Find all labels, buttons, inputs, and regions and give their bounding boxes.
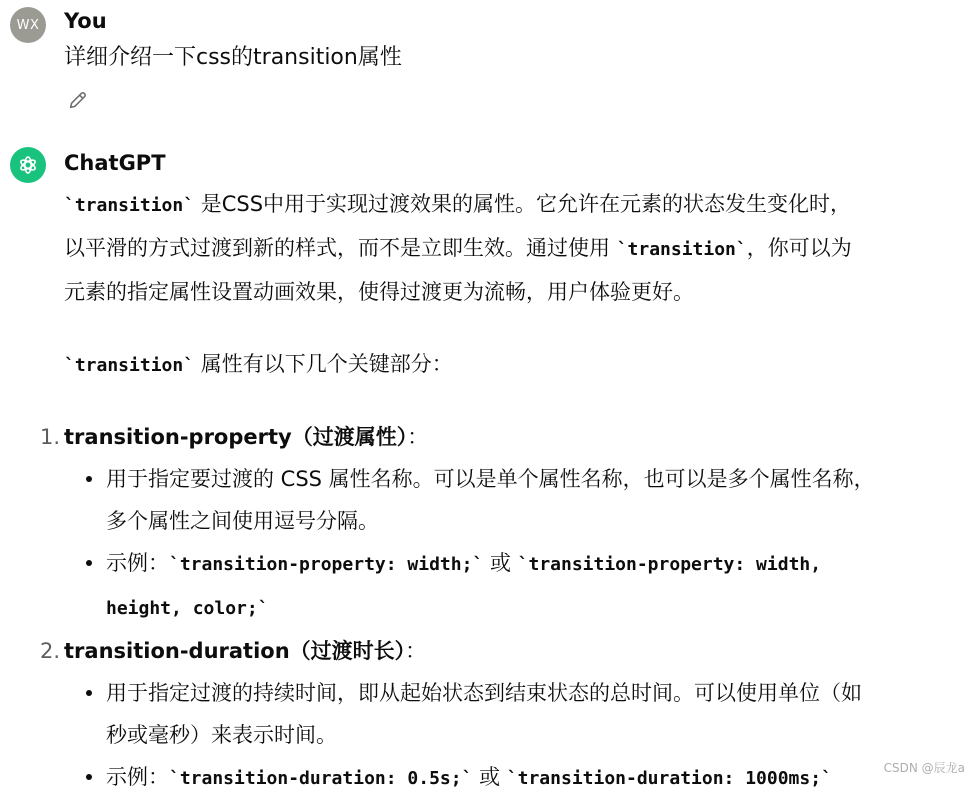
list-item-transition-duration [40,630,974,800]
inline-code: `transition-duration: 0.5s;` [169,768,473,789]
csdn-watermark: CSDN @辰龙a [883,761,965,775]
section-bullets [64,458,974,630]
section-colon: ： [407,425,429,449]
section-bullets [64,672,974,800]
bullet-example [106,756,974,800]
transition-parts-list [40,416,974,800]
bullet-description [106,672,974,756]
example-or: 或 [483,551,518,575]
bullet-example [106,542,974,630]
answer-paragraph-intro [64,183,974,313]
inline-code: `transition` [616,239,747,260]
description-text: 用于指定要过渡的 CSS 属性名称。可以是单个属性名称，也可以是多个属性名称， [106,467,875,491]
paragraph-text: 属性有以下几个关键部分： [194,352,453,376]
inline-code: `transition` [64,355,195,376]
user-author-name: You [64,9,107,33]
paragraph-text: 以平滑的方式过渡到新的样式，而不是立即生效。通过使用 [64,236,617,260]
description-text: 秒或毫秒）来表示时间。 [106,723,337,747]
inline-code: `transition-property: width;` [169,554,484,575]
section-colon: ： [405,639,427,663]
inline-code: `transition` [64,195,195,216]
openai-logo-icon [16,153,40,177]
section-title: transition-property（过渡属性） [64,425,408,449]
paragraph-text: ，你可以为 [746,236,852,260]
section-title: transition-duration（过渡时长） [64,639,406,663]
inline-code: height, color;` [106,598,269,619]
user-message: 详细介绍一下css的transition属性 [64,45,402,70]
answer-paragraph-parts [64,343,974,387]
user-avatar-initials: WX [16,17,40,33]
inline-code: `transition-duration: 1000ms;` [506,768,832,789]
edit-message-button[interactable] [64,86,92,114]
user-avatar [10,7,46,43]
list-number: 2. [40,639,61,663]
description-text: 用于指定过渡的持续时间，即从起始状态到结束状态的总时间。可以使用单位（如 [106,681,862,705]
list-number: 1. [40,425,61,449]
list-item-transition-property [40,416,974,630]
inline-code: `transition-property: width, [517,554,822,575]
paragraph-text: 元素的指定属性设置动画效果，使得过渡更为流畅，用户体验更好。 [64,280,694,304]
example-label: 示例： [106,551,169,575]
assistant-author-name: ChatGPT [64,151,166,175]
example-or: 或 [472,765,507,789]
chatgpt-avatar [10,147,46,183]
assistant-answer [40,183,974,800]
paragraph-text: 是CSS中用于实现过渡效果的属性。它允许在元素的状态发生变化时， [194,192,852,216]
pencil-icon [67,89,89,111]
example-label: 示例： [106,765,169,789]
description-text: 多个属性之间使用逗号分隔。 [106,509,379,533]
bullet-description [106,458,974,542]
